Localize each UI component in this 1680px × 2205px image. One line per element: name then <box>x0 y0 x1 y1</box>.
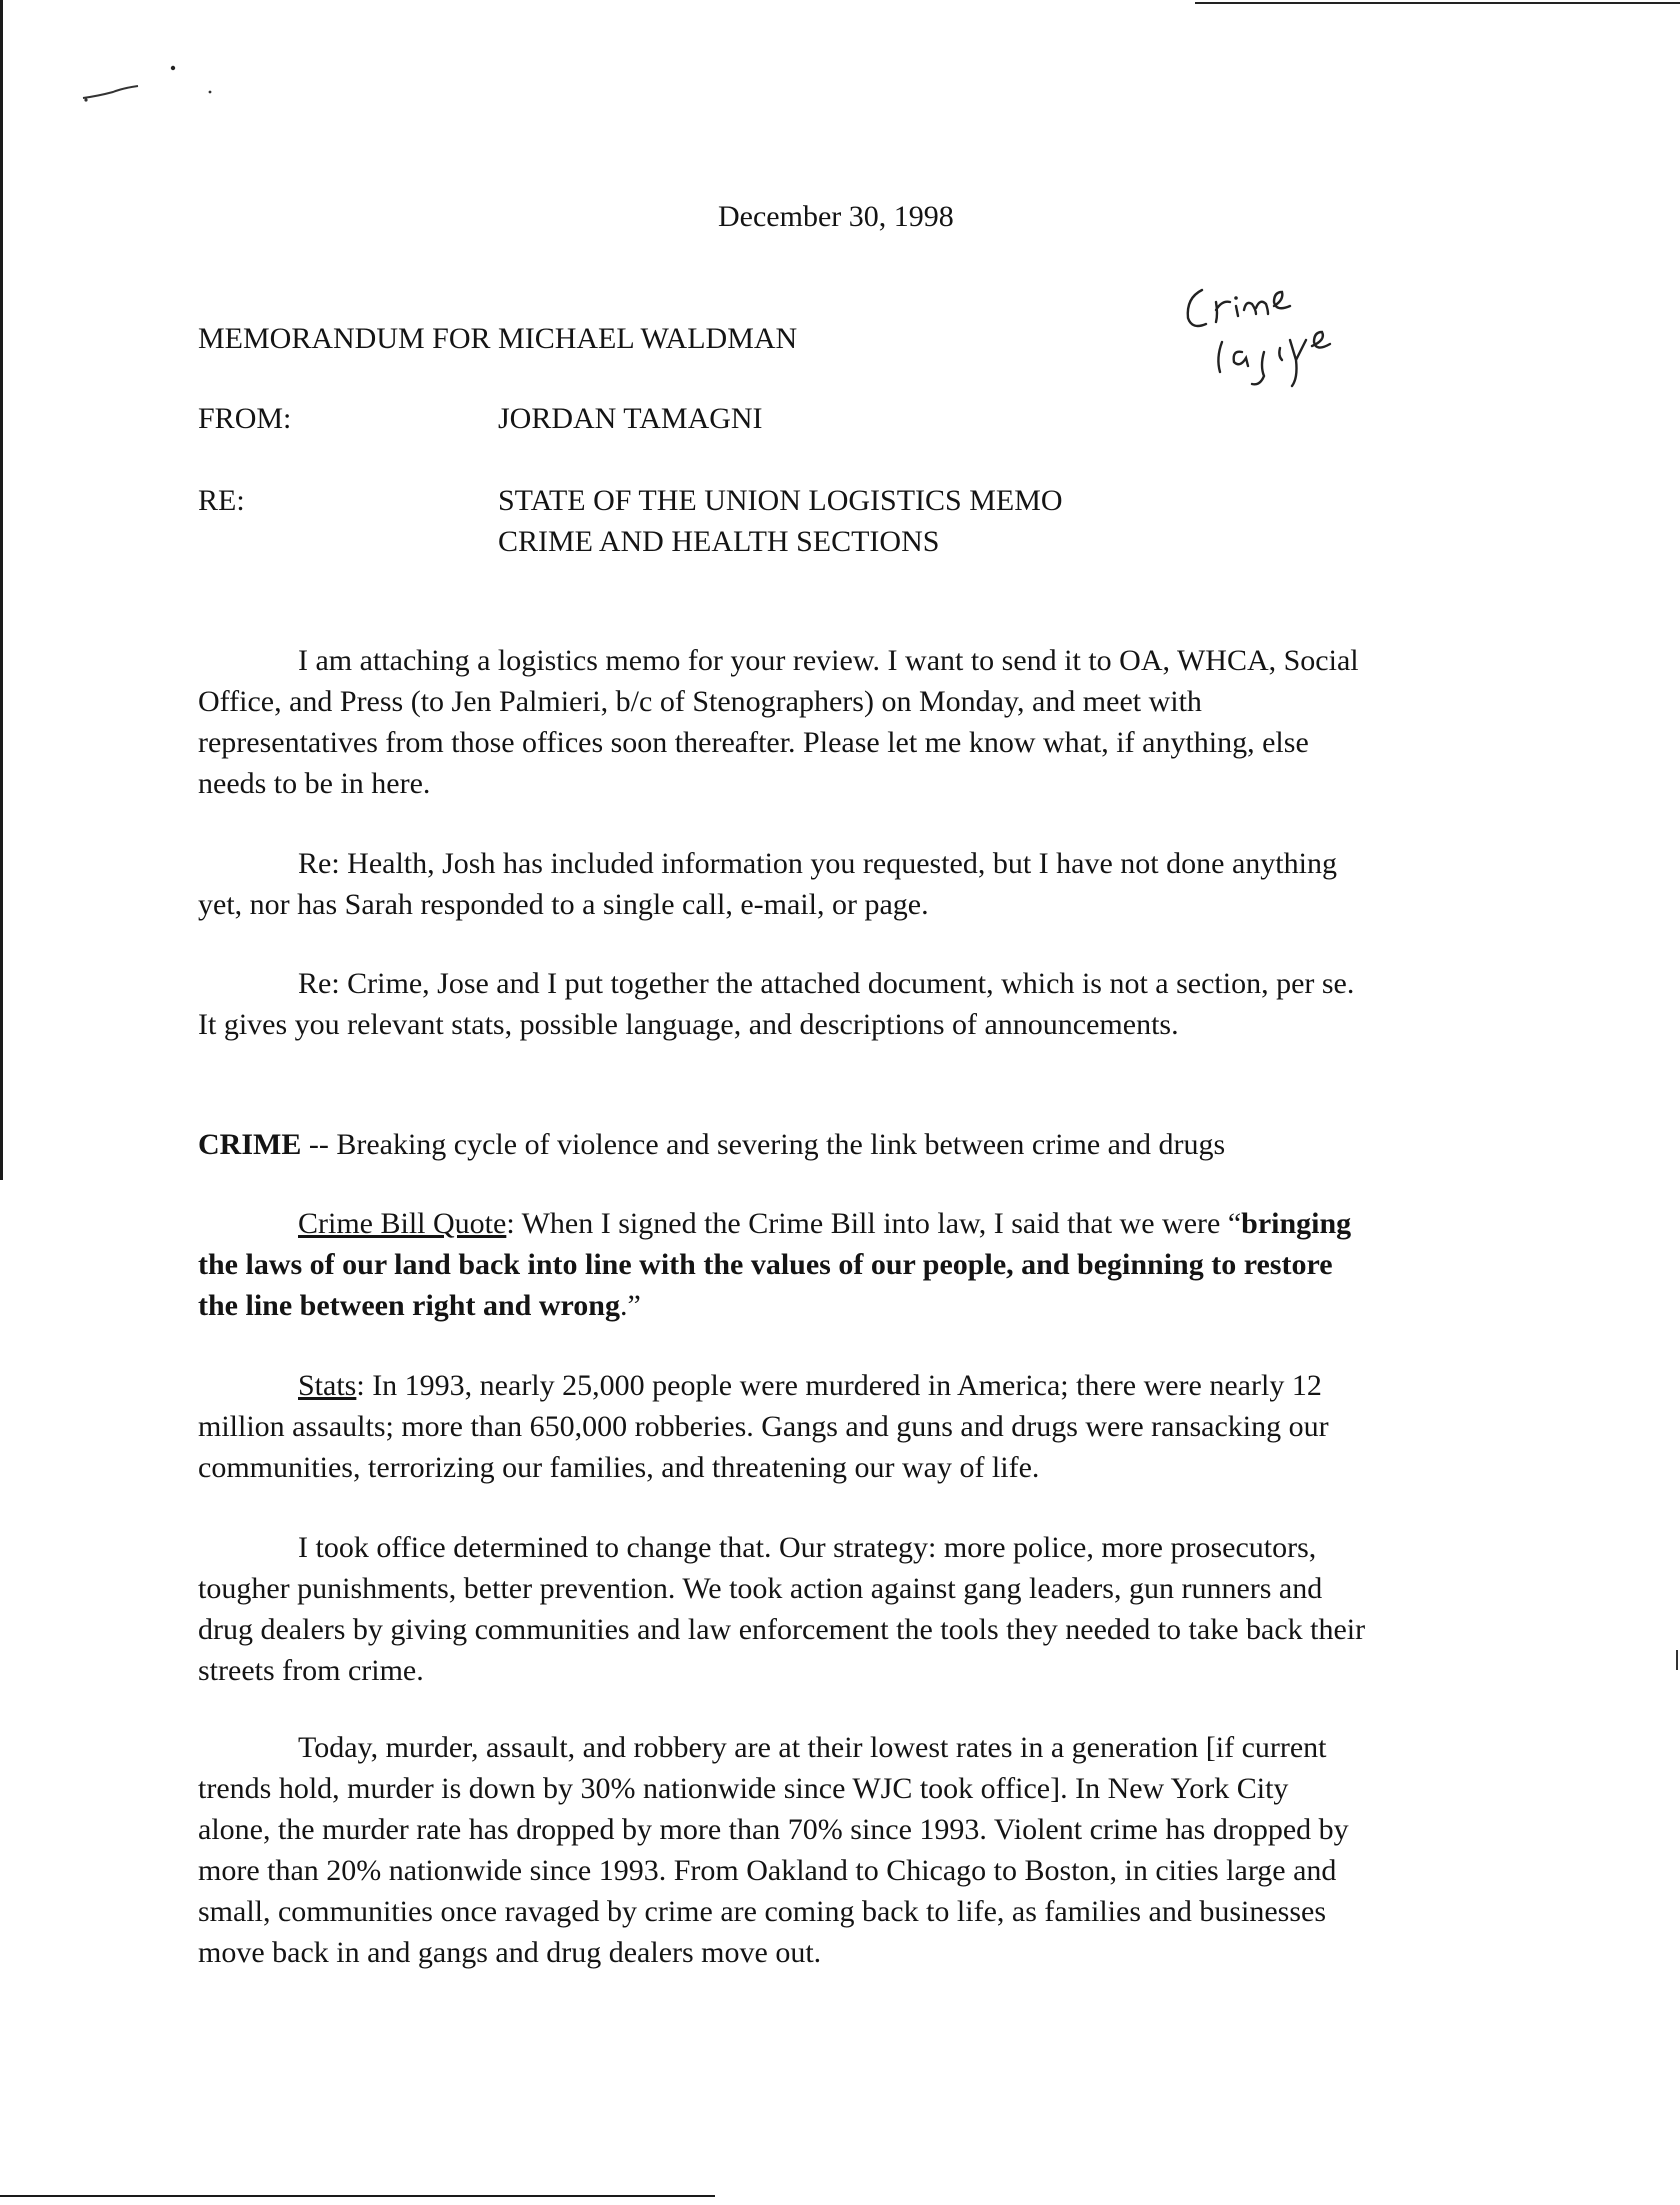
from-label: FROM: <box>198 402 292 435</box>
quote-intro: : When I signed the Crime Bill into law, I said that we were “ <box>506 1207 1242 1240</box>
scan-edge-top <box>1195 2 1680 4</box>
paragraph-line: streets from crime. <box>198 1654 424 1687</box>
memo-date: December 30, 1998 <box>718 200 954 233</box>
quote-bold: the line between right and wrong <box>198 1289 620 1322</box>
memorandum-for: MEMORANDUM FOR MICHAEL WALDMAN <box>198 322 798 355</box>
paragraph-line: Today, murder, assault, and robbery are at their lowest rates in a generation [if current <box>298 1731 1327 1764</box>
paragraph-line: trends hold, murder is down by 30% nationwide since WJC took office]. In New York City <box>198 1772 1289 1805</box>
stats-text: : In 1993, nearly 25,000 people were murdered in America; there were nearly 12 <box>356 1369 1322 1402</box>
paragraph-line: tougher punishments, better prevention. We took action against gang leaders, gun runners and <box>198 1572 1323 1605</box>
paragraph-line: yet, nor has Sarah responded to a single call, e-mail, or page. <box>198 888 929 921</box>
paragraph-line: Re: Crime, Jose and I put together the attached document, which is not a section, per se. <box>298 967 1355 1000</box>
stats-label: Stats <box>298 1369 357 1402</box>
quote-close: .” <box>619 1289 641 1322</box>
re-label: RE: <box>198 484 245 517</box>
crime-heading <box>198 1124 1498 1165</box>
quote-label: Crime Bill Quote <box>298 1207 507 1240</box>
paragraph-line: drug dealers by giving communities and law enforcement the tools they needed to take back their <box>198 1613 1366 1646</box>
paragraph-line: Re: Health, Josh has included information you requested, but I have not done anything <box>298 847 1337 880</box>
crime-bill-quote <box>198 1203 1498 1326</box>
re-value <box>498 480 1063 562</box>
scan-edge-left <box>0 0 3 1180</box>
crime-heading-rest: -- Breaking cycle of violence and severing the link between crime and drugs <box>301 1128 1226 1161</box>
paragraph-line: It gives you relevant stats, possible language, and descriptions of announcements. <box>198 1008 1179 1041</box>
quote-bold: the laws of our land back into line with the values of our people, and beginning to restore <box>198 1248 1333 1281</box>
stats-paragraph <box>198 1365 1498 1488</box>
paragraph-line: small, communities once ravaged by crime are coming back to life, as families and businesses <box>198 1895 1326 1928</box>
quote-bold: bringing <box>1241 1207 1352 1240</box>
scan-edge-bottom <box>0 2195 715 2197</box>
paragraph-logistics <box>198 640 1498 804</box>
paragraph-strategy <box>198 1527 1498 1691</box>
paragraph-crime-doc <box>198 963 1498 1045</box>
paragraph-line: million assaults; more than 650,000 robberies. Gangs and guns and drugs were ransacking our <box>198 1410 1329 1443</box>
paragraph-line: I am attaching a logistics memo for your review. I want to send it to OA, WHCA, Social <box>298 644 1359 677</box>
paragraph-line: Office, and Press (to Jen Palmieri, b/c of Stenographers) on Monday, and meet with <box>198 685 1202 718</box>
paragraph-today <box>198 1727 1498 1973</box>
paragraph-health <box>198 843 1498 925</box>
scan-smudge-icon <box>78 60 238 110</box>
paragraph-line: alone, the murder rate has dropped by more than 70% since 1993. Violent crime has dropped by <box>198 1813 1349 1846</box>
from-value: JORDAN TAMAGNI <box>498 402 763 435</box>
paragraph-line: representatives from those offices soon thereafter. Please let me know what, if anything, else <box>198 726 1309 759</box>
re-value-line: CRIME AND HEALTH SECTIONS <box>498 525 940 558</box>
paragraph-line: needs to be in here. <box>198 767 431 800</box>
paragraph-line: move back in and gangs and drug dealers move out. <box>198 1936 822 1969</box>
re-value-line: STATE OF THE UNION LOGISTICS MEMO <box>498 484 1063 517</box>
scan-mark-right <box>1676 1650 1678 1670</box>
crime-heading-bold: CRIME <box>198 1128 302 1161</box>
paragraph-line: communities, terrorizing our families, and threatening our way of life. <box>198 1451 1040 1484</box>
handwritten-note-crime-language <box>1180 270 1380 420</box>
paragraph-line: more than 20% nationwide since 1993. From Oakland to Chicago to Boston, in cities large and <box>198 1854 1337 1887</box>
paragraph-line: I took office determined to change that. Our strategy: more police, more prosecutors, <box>298 1531 1317 1564</box>
